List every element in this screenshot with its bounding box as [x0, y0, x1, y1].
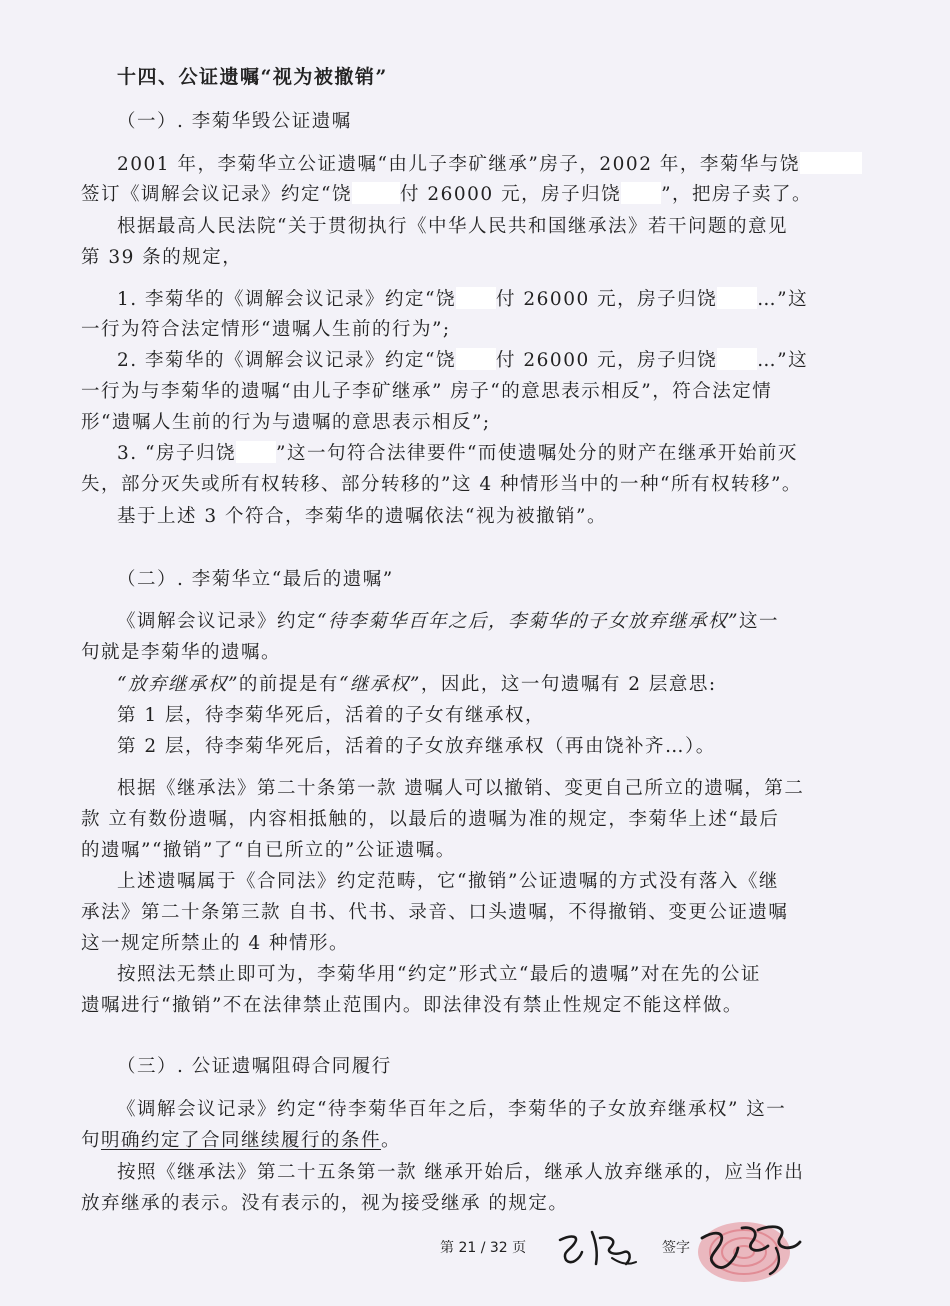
paragraph-line: 第 39 条的规定， [81, 247, 243, 268]
signature-label: 签字 [662, 1240, 690, 1256]
redaction-mask [717, 348, 757, 370]
subsection-title-3: （三）. 公证遗嘱阻碍合同履行 [117, 1056, 392, 1077]
paragraph-line: 签订《调解会议记录》约定“饶 付 26000 元，房子归饶 ”，把房子卖了。 [81, 184, 813, 205]
subsection-title-1: （一）. 李菊华毁公证遗嘱 [117, 111, 352, 132]
redaction-mask [621, 182, 661, 204]
paragraph-line: 放弃继承的表示。没有表示的，视为接受继承 的规定。 [81, 1193, 569, 1214]
paragraph-line: 按照法无禁止即可为，李菊华用“约定”形式立“最后的遗嘱”对在先的公证 [117, 964, 761, 985]
section-heading: 十四、公证遗嘱“视为被撤销” [117, 66, 388, 88]
paragraph-line: 第 1 层，待李菊华死后，活着的子女有继承权， [117, 705, 546, 726]
paragraph-line: 承法》第二十条第三款 自书、代书、录音、口头遗嘱，不得撤销、变更公证遗嘱 [81, 902, 789, 923]
paragraph-line: “放弃继承权”的前提是有“继承权”，因此，这一句遗嘱有 2 层意思: [117, 674, 717, 695]
redaction-mask [800, 152, 862, 174]
paragraph-line: 根据最高人民法院“关于贯彻执行《中华人民共和国继承法》若干问题的意见 [117, 216, 788, 237]
list-item-line: 3. “房子归饶 ”这一句符合法律要件“而使遗嘱处分的财产在继承开始前灭 [117, 443, 798, 464]
paragraph-line: 第 2 层，待李菊华死后，活着的子女放弃继承权（再由饶补齐…）。 [117, 736, 716, 757]
redaction-mask [352, 182, 400, 204]
initials-signature [552, 1222, 642, 1272]
paragraph-line: 《调解会议记录》约定“待李菊华百年之后，李菊华的子女放弃继承权”这一 [117, 611, 779, 632]
redaction-mask [456, 287, 496, 309]
paragraph-line: 的遗嘱”“撤销”了“自已所立的”公证遗嘱。 [81, 840, 456, 861]
paragraph-line: 句就是李菊华的遗嘱。 [81, 642, 282, 663]
subsection-title-2: （二）. 李菊华立“最后的遗嘱” [117, 569, 394, 590]
paragraph-line: 上述遗嘱属于《合同法》约定范畴，它“撤销”公证遗嘱的方式没有落入《继 [117, 871, 779, 892]
list-item-line: 形“遗嘱人生前的行为与遗嘱的意思表示相反”; [81, 412, 491, 433]
paragraph-line: 《调解会议记录》约定“待李菊华百年之后，李菊华的子女放弃继承权” 这一 [117, 1099, 787, 1120]
page-number: 第 21 / 32 页 [440, 1240, 527, 1256]
list-item-line: 失，部分灭失或所有权转移、部分转移的”这 4 种情形当中的一种“所有权转移”。 [81, 474, 802, 495]
paragraph-line: 句明确约定了合同继续履行的条件。 [81, 1130, 402, 1151]
list-item-line: 1. 李菊华的《调解会议记录》约定“饶 付 26000 元，房子归饶 …”这 [117, 289, 809, 310]
redaction-mask [456, 348, 496, 370]
redaction-mask [236, 441, 276, 463]
list-item-line: 2. 李菊华的《调解会议记录》约定“饶 付 26000 元，房子归饶 …”这 [117, 350, 809, 371]
paragraph-line: 2001 年，李菊华立公证遗嘱“由儿子李矿继承”房子，2002 年，李菊华与饶 [117, 150, 861, 180]
paragraph-line: 遗嘱进行“撤销”不在法律禁止范围内。即法律没有禁止性规定不能这样做。 [81, 995, 743, 1016]
fingerprint-seal [692, 1208, 812, 1288]
paragraph-line: 基于上述 3 个符合，李菊华的遗嘱依法“视为被撤销”。 [117, 506, 607, 527]
list-item-line: 一行为与李菊华的遗嘱“由儿子李矿继承” 房子“的意思表示相反”，符合法定情 [81, 381, 773, 402]
paragraph-line: 根据《继承法》第二十条第一款 遗嘱人可以撤销、变更自己所立的遗嘱，第二 [117, 778, 805, 799]
redaction-mask [717, 287, 757, 309]
paragraph-line: 按照《继承法》第二十五条第一款 继承开始后，继承人放弃继承的，应当作出 [117, 1162, 805, 1183]
paragraph-line: 款 立有数份遗嘱，内容相抵触的，以最后的遗嘱为准的规定，李菊华上述“最后 [81, 809, 780, 830]
list-item-line: 一行为符合法定情形“遗嘱人生前的行为”; [81, 319, 451, 340]
paragraph-line: 这一规定所禁止的 4 种情形。 [81, 933, 350, 954]
